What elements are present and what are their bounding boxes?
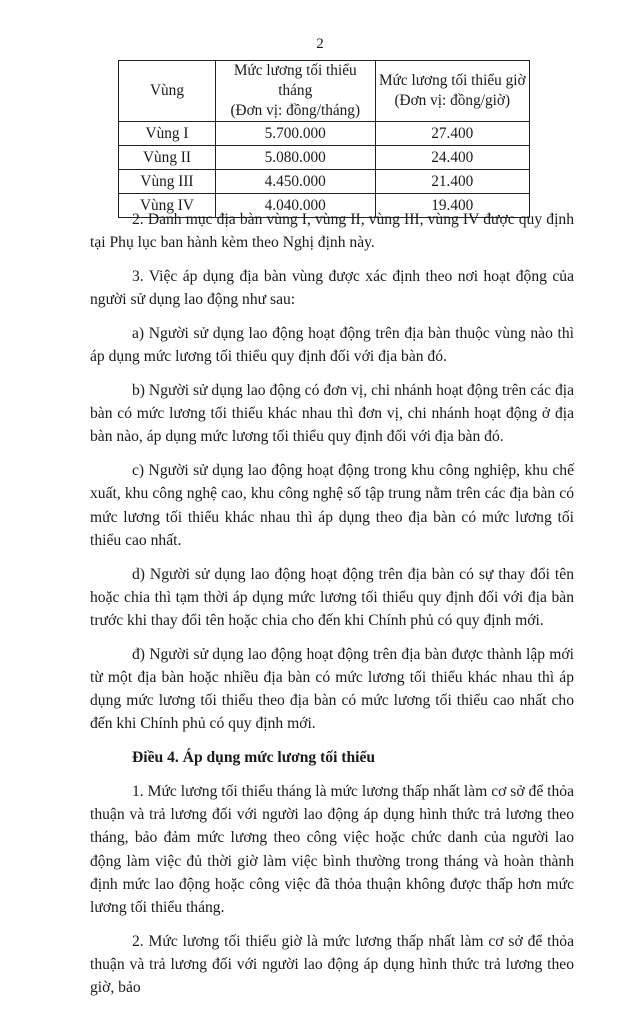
region-cell: Vùng II <box>119 146 216 170</box>
region-cell: Vùng III <box>119 170 216 194</box>
page-number: 2 <box>316 36 324 52</box>
paragraph-3d: d) Người sử dụng lao động hoạt động trên địa bàn có sự thay đổi tên hoặc chia thì tạm thời áp dụng mức lương tối thiểu quy định đối với địa bàn trước khi thay đổi tên hoặc chia cho đến khi Chính phủ có quy định mới. <box>90 565 574 630</box>
header-hourly-wage <box>375 61 529 122</box>
article-4-paragraph-1: 1. Mức lương tối thiểu tháng là mức lương thấp nhất làm cơ sở để thỏa thuận và trả lương đối với người lao động áp dụng hình thức trả lương theo tháng, bảo đảm mức lương theo công việc hoặc chức danh của người lao động làm việc đủ thời giờ làm việc bình thường trong tháng và hoàn thành định mức lao động hoặc công việc đã thỏa thuận không được thấp hơn mức lương tối thiểu tháng. <box>90 783 574 917</box>
header-hourly-title: Mức lương tối thiểu giờ <box>378 72 526 89</box>
region-cell: Vùng I <box>119 122 216 146</box>
minimum-wage-table <box>118 60 530 218</box>
header-monthly-unit: (Đơn vị: đồng/tháng) <box>230 102 361 119</box>
table-row <box>119 122 530 146</box>
monthly-wage-cell: 5.080.000 <box>215 146 375 170</box>
paragraph-3dd: đ) Người sử dụng lao động hoạt động trên địa bàn được thành lập mới từ một địa bàn hoặc nhiều địa bàn có mức lương tối thiểu khác nhau thì áp dụng mức lương tối thiểu theo địa bàn có mức lương tối thiểu cao nhất cho đến khi Chính phủ có quy định mới. <box>90 645 574 733</box>
table-row <box>119 170 530 194</box>
hourly-wage-cell: 24.400 <box>375 146 529 170</box>
header-hourly-unit: (Đơn vị: đồng/giờ) <box>394 92 511 109</box>
article-4-heading: Điều 4. Áp dụng mức lương tối thiểu <box>132 749 376 767</box>
header-monthly-title: Mức lương tối thiểu tháng <box>233 62 357 99</box>
hourly-wage-cell: 19.400 <box>375 194 529 218</box>
paragraph-3: 3. Việc áp dụng địa bàn vùng được xác định theo nơi hoạt động của người sử dụng lao động như sau: <box>90 268 574 309</box>
paragraph-3b: b) Người sử dụng lao động có đơn vị, chi nhánh hoạt động trên các địa bàn có mức lương tối thiểu khác nhau thì đơn vị, chi nhánh hoạt động ở địa bàn nào, áp dụng mức lương tối thiểu quy định đối với địa bàn đó. <box>90 382 574 446</box>
monthly-wage-cell: 4.040.000 <box>215 194 375 218</box>
article-4-paragraph-2: 2. Mức lương tối thiểu giờ là mức lương thấp nhất làm cơ sở để thỏa thuận và trả lương đối với người lao động áp dụng hình thức trả lương theo giờ, bảo <box>90 932 574 997</box>
hourly-wage-cell: 21.400 <box>375 170 529 194</box>
paragraph-3a: a) Người sử dụng lao động hoạt động trên địa bàn thuộc vùng nào thì áp dụng mức lương tối thiểu quy định đối với địa bàn đó. <box>90 325 574 366</box>
paragraph-3c: c) Người sử dụng lao động hoạt động trong khu công nghiệp, khu chế xuất, khu công nghệ cao, khu công nghệ số tập trung nằm trên các địa bàn có mức lương tối thiểu khác nhau thì áp dụng theo địa bàn có mức lương tối thiểu cao nhất. <box>90 462 574 549</box>
paragraph-2: 2. Danh mục địa bàn vùng I, vùng II, vùng III, vùng IV được quy định tại Phụ lục ban hành kèm theo Nghị định này. <box>90 211 574 252</box>
region-cell: Vùng IV <box>119 194 216 218</box>
hourly-wage-cell: 27.400 <box>375 122 529 146</box>
monthly-wage-cell: 5.700.000 <box>215 122 375 146</box>
table-header-row <box>119 61 530 122</box>
header-region: Vùng <box>119 61 216 122</box>
monthly-wage-cell: 4.450.000 <box>215 170 375 194</box>
document-body <box>90 208 574 1010</box>
header-monthly-wage <box>215 61 375 122</box>
table-row <box>119 146 530 170</box>
